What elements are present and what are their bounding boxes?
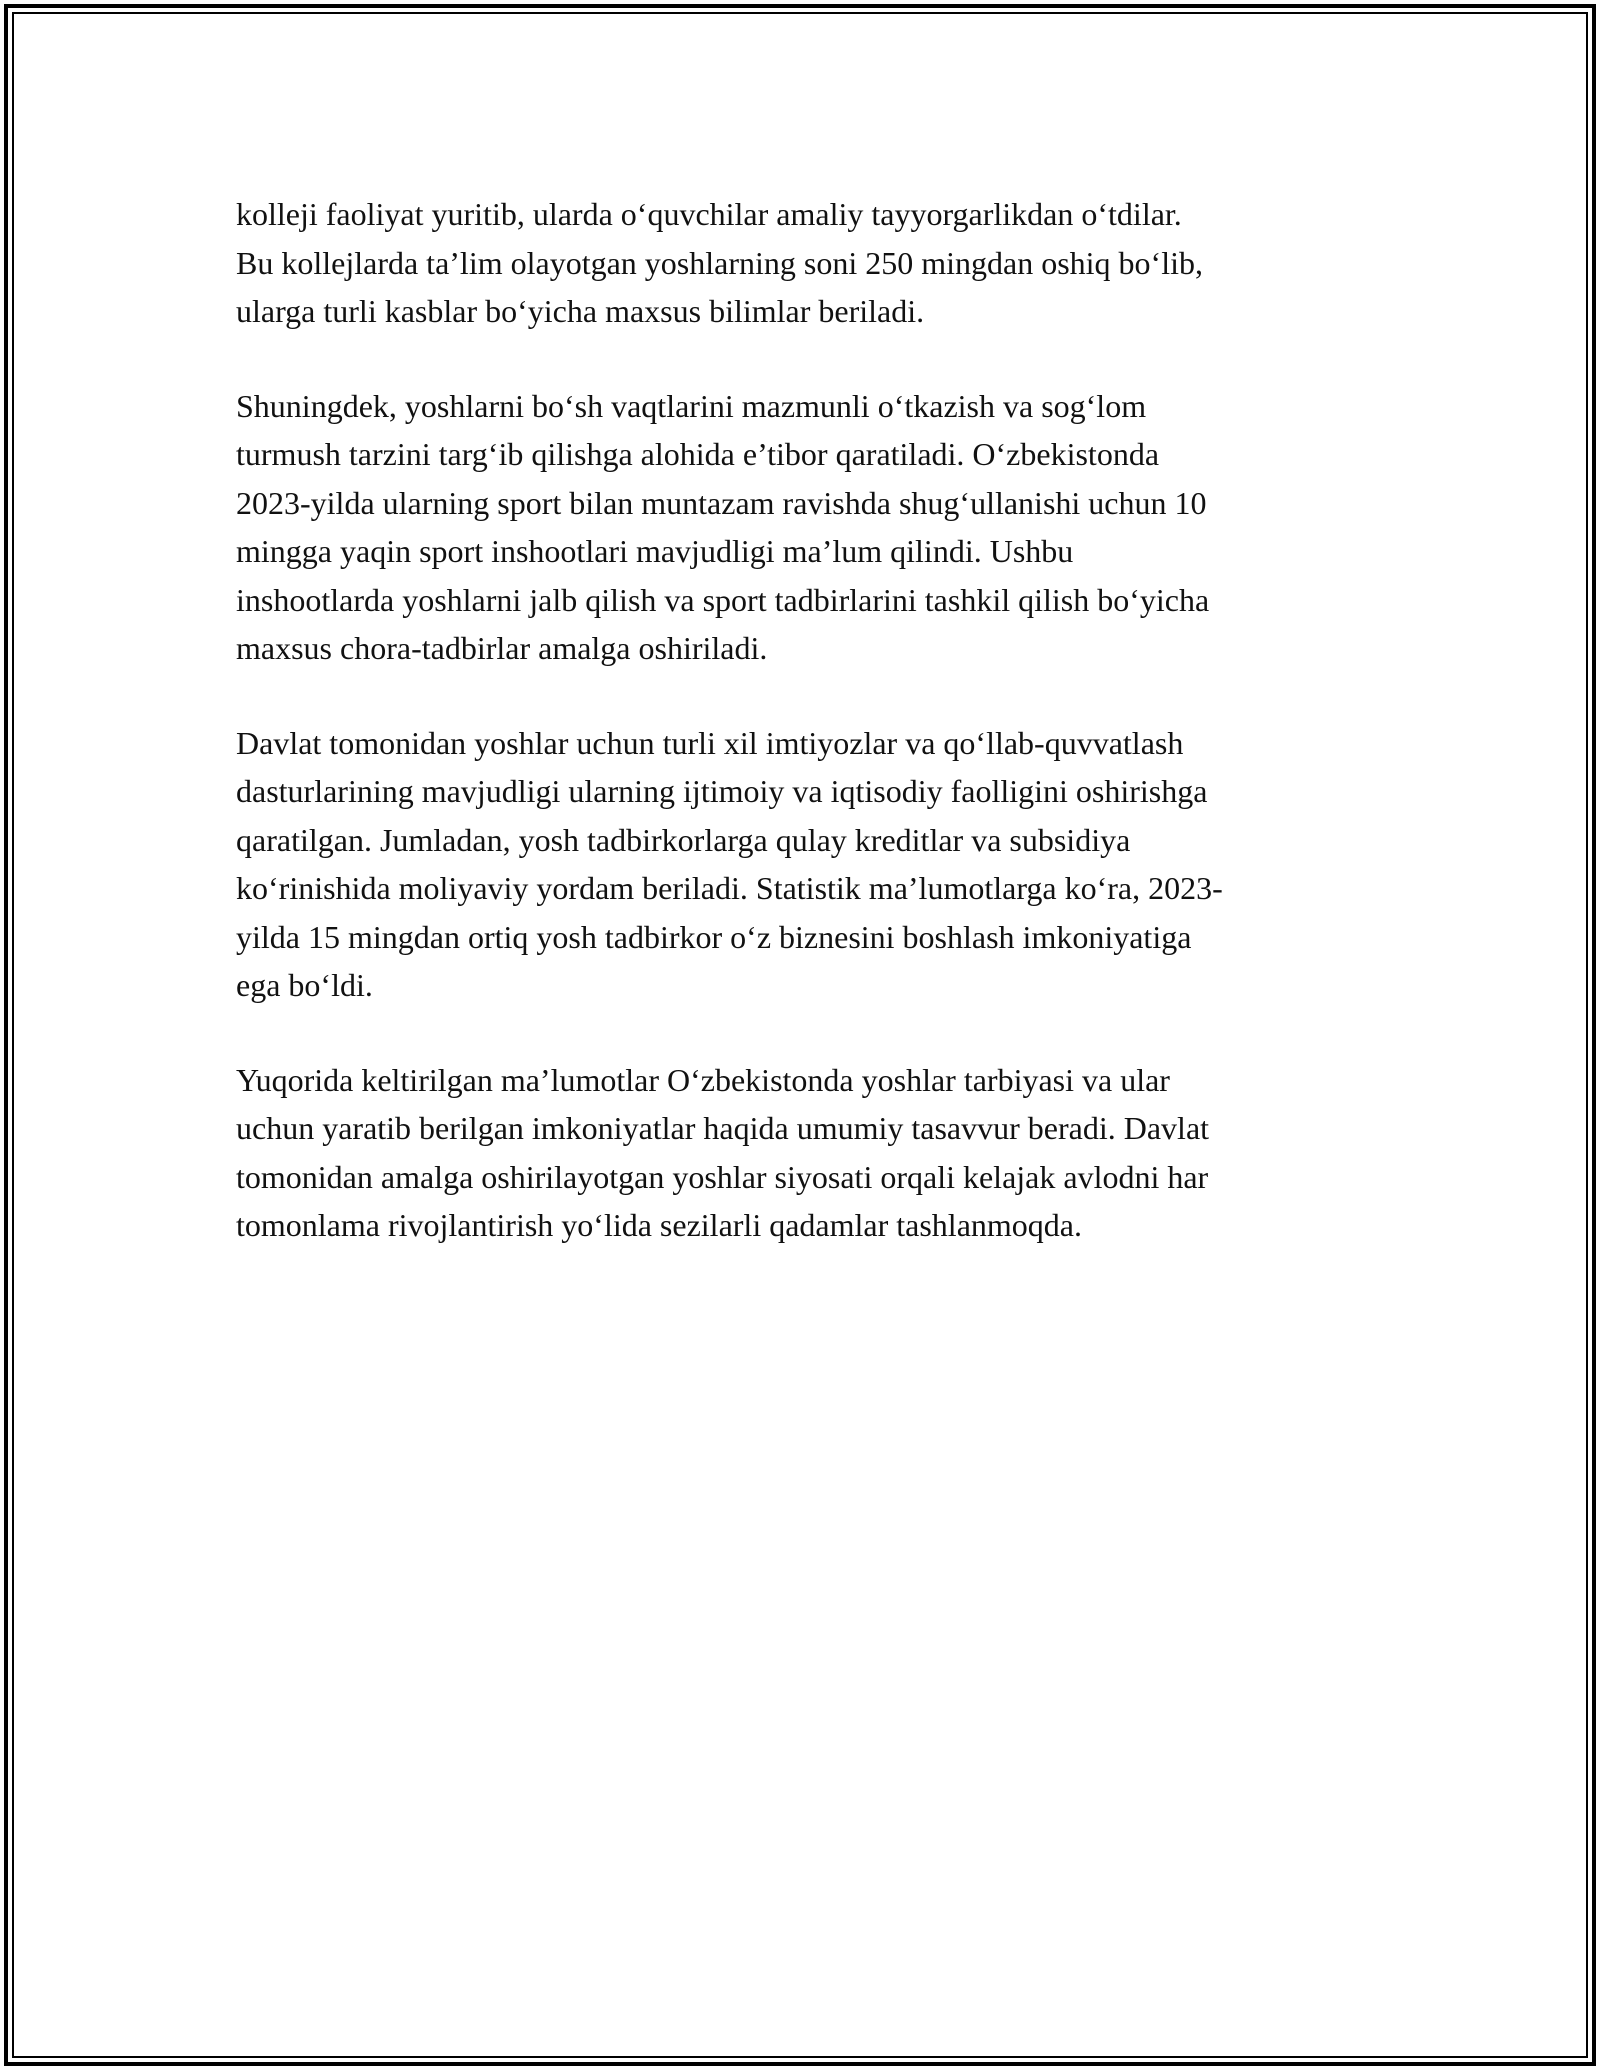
text-line: kolleji faoliyat yuritib, ularda o‘quvchilar amaliy tayyorgarlikdan o‘tdilar.: [236, 196, 1182, 232]
text-line: tomonidan amalga oshirilayotgan yoshlar siyosati orqali kelajak avlodni har: [236, 1158, 1209, 1195]
text-line: qaratilgan. Jumladan, yosh tadbirkorlarga qulay kreditlar va subsidiya: [236, 821, 1131, 858]
text-line: Shuningdek, yoshlarni bo‘sh vaqtlarini mazmunli o‘tkazish va sog‘lom: [236, 387, 1147, 424]
text-line: ega bo‘ldi.: [236, 967, 373, 1003]
text-line: ko‘rinishida moliyaviy yordam beriladi. Statistik ma’lumotlarga ko‘ra, 2023-: [236, 870, 1223, 906]
text-line: inshootlarda yoshlarni jalb qilish va sport tadbirlarini tashkil qilish bo‘yicha: [236, 581, 1210, 618]
paragraph-conclusion: [236, 1056, 1376, 1250]
text-line: yilda 15 mingdan ortiq yosh tadbirkor o‘z biznesini boshlash imkoniyatiga: [236, 918, 1192, 955]
text-line: ularga turli kasblar bo‘yicha maxsus bilimlar beriladi.: [236, 293, 925, 329]
text-line: Yuqorida keltirilgan ma’lumotlar O‘zbekistonda yoshlar tarbiyasi va ular: [236, 1061, 1170, 1098]
text-line: turmush tarzini targ‘ib qilishga alohida e’tibor qaratiladi. O‘zbekistonda: [236, 436, 1160, 472]
paragraph-sport: [236, 382, 1376, 673]
paragraph-state-support: [236, 719, 1376, 1010]
text-line: mingga yaqin sport inshootlari mavjudligi ma’lum qilindi. Ushbu: [236, 533, 1074, 569]
text-line: dasturlarining mavjudligi ularning ijtimoiy va iqtisodiy faolligini oshirishga: [236, 773, 1208, 809]
text-line: Bu kollejlarda ta’lim olayotgan yoshlarning soni 250 mingdan oshiq bo‘lib,: [236, 244, 1203, 281]
text-line: 2023-yilda ularning sport bilan muntazam ravishda shug‘ullanishi uchun 10: [236, 484, 1207, 521]
document-body: [236, 190, 1376, 1296]
paragraph-colleges: [236, 190, 1376, 336]
text-line: maxsus chora-tadbirlar amalga oshiriladi.: [236, 630, 768, 666]
text-line: Davlat tomonidan yoshlar uchun turli xil imtiyozlar va qo‘llab-quvvatlash: [236, 724, 1184, 761]
text-line: tomonlama rivojlantirish yo‘lida sezilarli qadamlar tashlanmoqda.: [236, 1207, 1082, 1243]
text-line: uchun yaratib berilgan imkoniyatlar haqida umumiy tasavvur beradi. Davlat: [236, 1110, 1210, 1146]
